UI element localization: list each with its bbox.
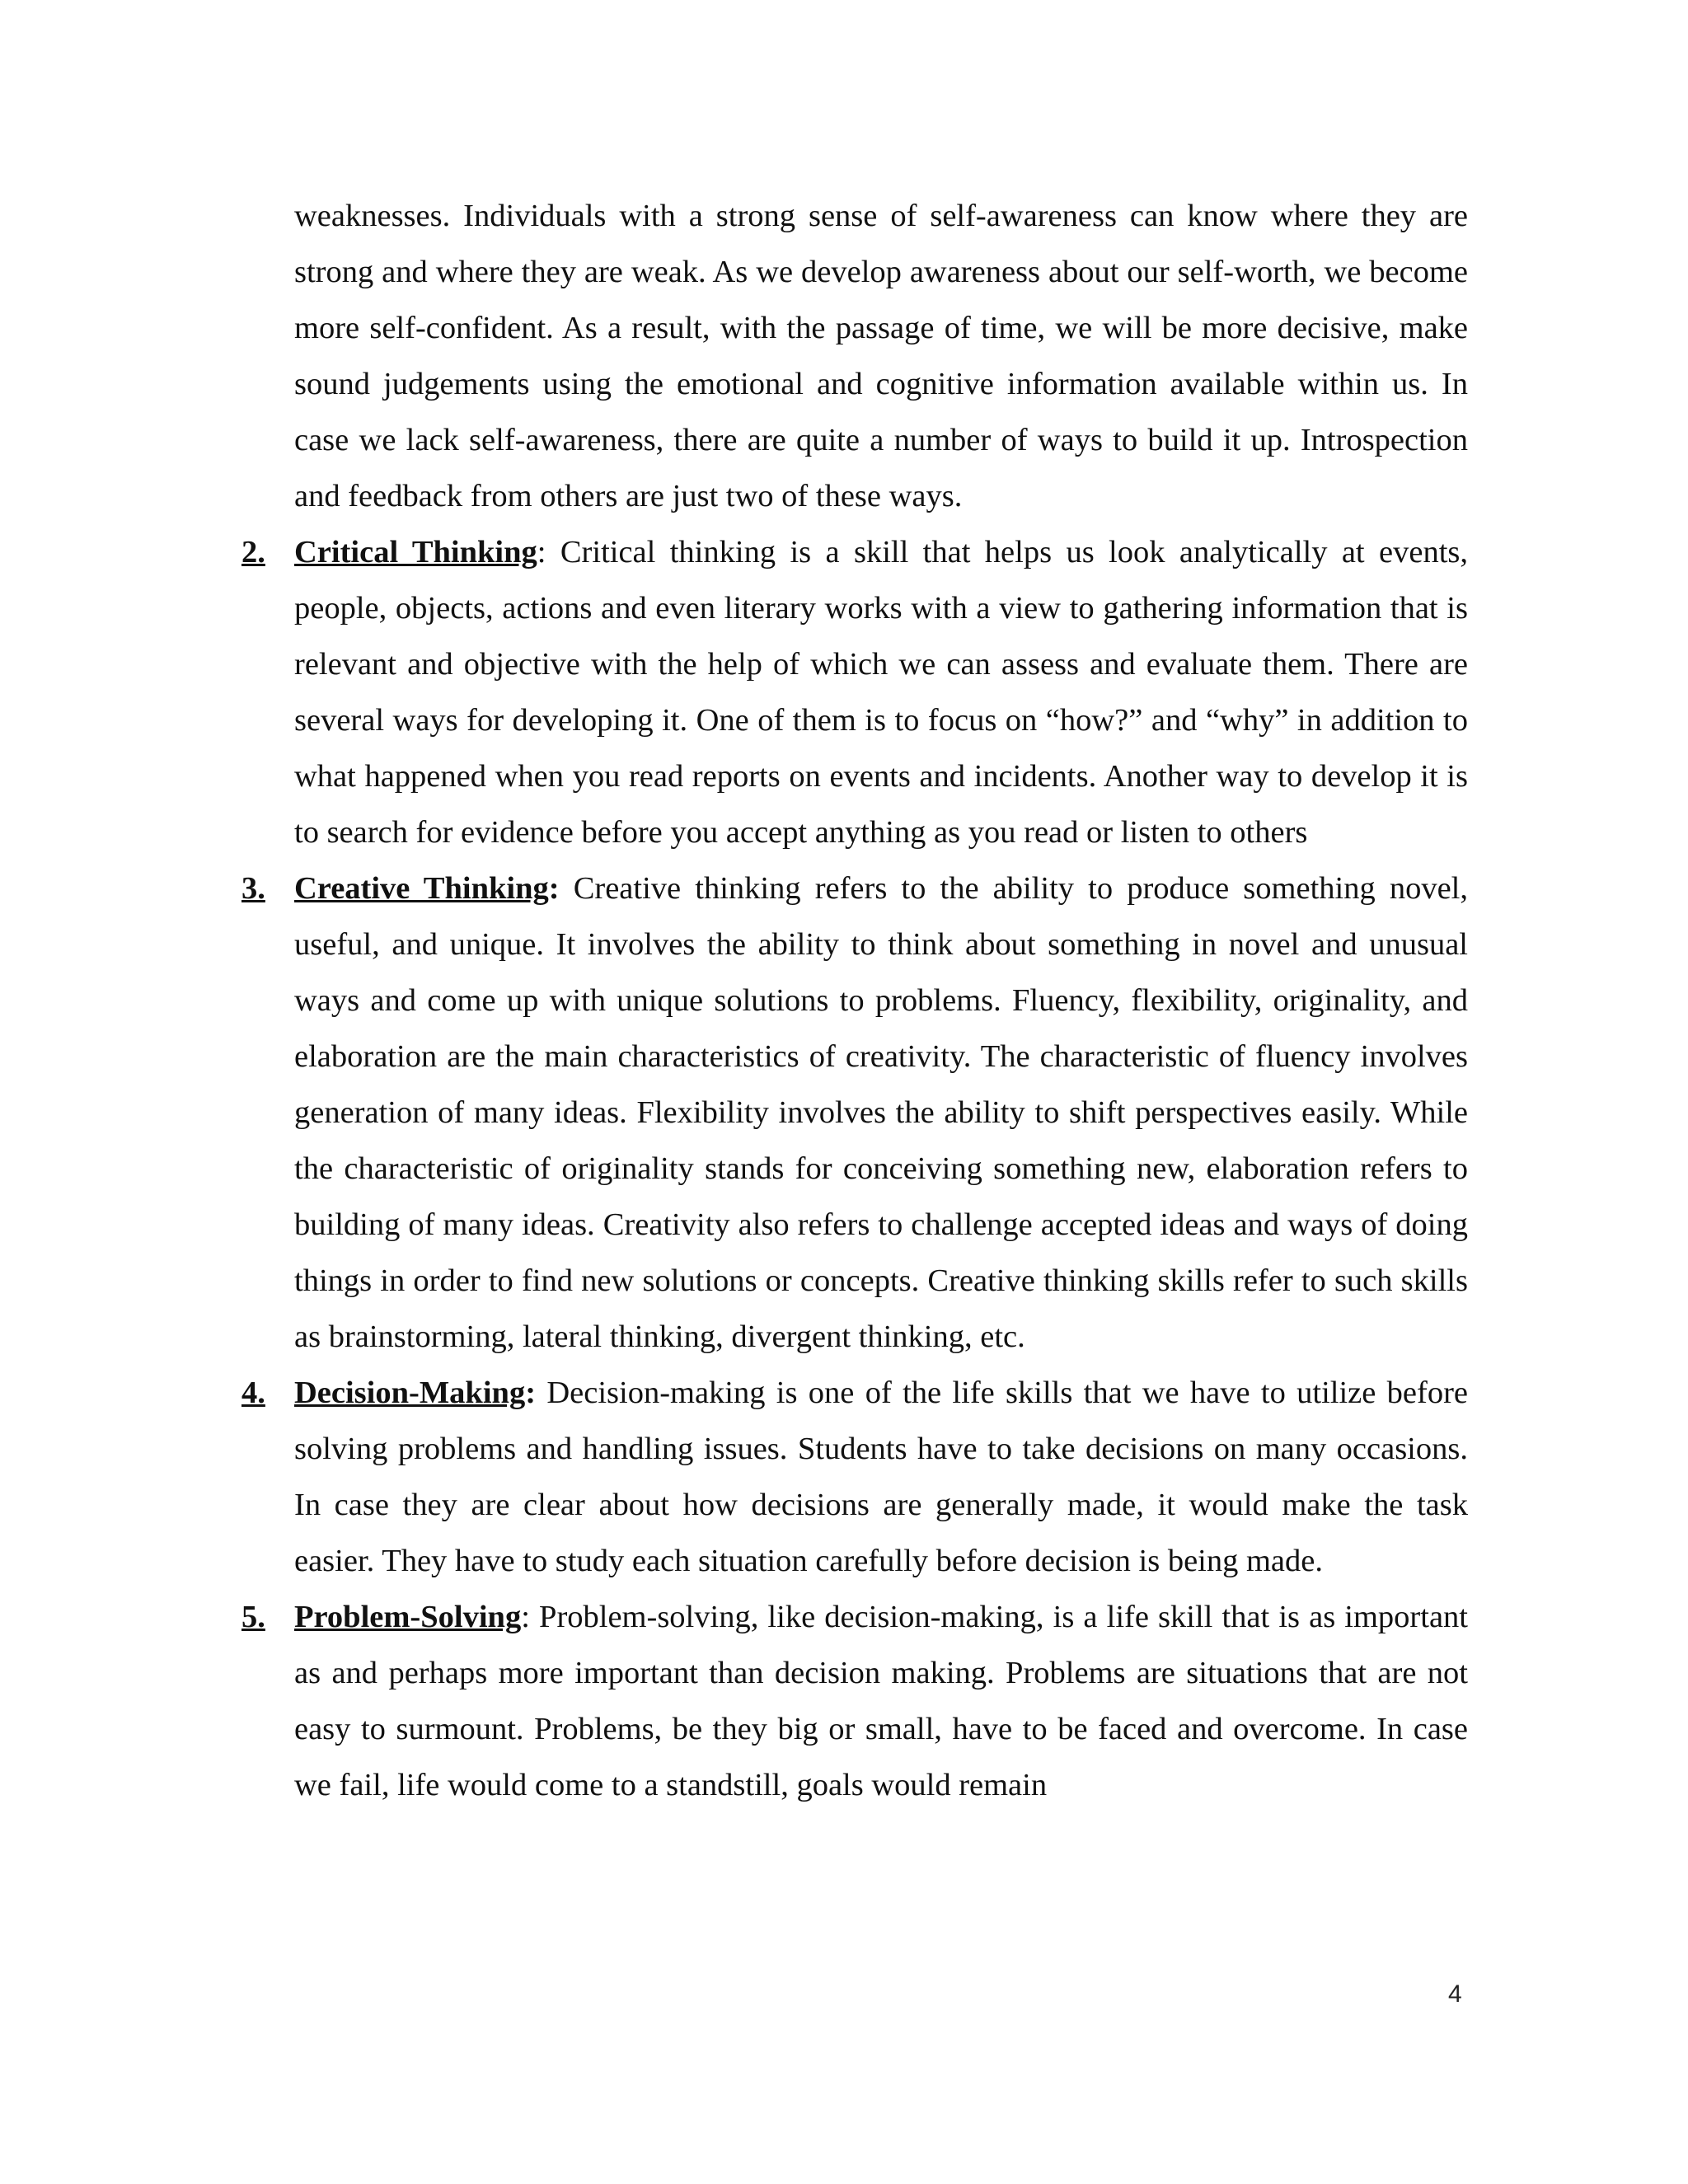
list-item-colon: : <box>548 871 560 906</box>
list-item-text: Problem-solving, like decision-making, is a life skill that is as important as and perhaps more important than decision making. Problems are situations that are not easy to surmount. Problems, be they big or small, have to be faced and overcome. In case we fail, life would come to a standstill, goals would remain <box>294 1600 1468 1802</box>
list-item-heading: Problem-Solving <box>294 1600 522 1634</box>
list-item-heading: Decision-Making <box>294 1376 526 1410</box>
list-item-decision-making <box>241 1365 1468 1589</box>
list-item-text: Critical thinking is a skill that helps us look analytically at events, people, objects, actions and even literary works with a view to gathering information that is relevant and objective with the help of which we can assess and evaluate them. There are several ways for developing it. One of them is to focus on “how?” and “why” in addition to what happened when you read reports on events and incidents. Another way to develop it is to search for evidence before you accept anything as you read or listen to others <box>294 535 1468 850</box>
list-item-colon: : <box>521 1600 530 1634</box>
list-item-critical-thinking <box>241 524 1468 860</box>
page-body <box>241 188 1468 1813</box>
list-item-text: Creative thinking refers to the ability to produce something novel, useful, and unique. It involves the ability to think about something in novel and unusual ways and come up with unique solutions to problems. Fluency, flexibility, originality, and elaboration are the main characteristics of creativity. The characteristic of fluency involves generation of many ideas. Flexibility involves the ability to shift perspectives easily. While the characteristic of originality stands for conceiving something new, elaboration refers to building of many ideas. Creativity also refers to challenge accepted ideas and ways of doing things in order to find new solutions or concepts. Creative thinking skills refer to such skills as brainstorming, lateral thinking, divergent thinking, etc. <box>294 871 1468 1354</box>
list-item-colon: : <box>525 1376 537 1410</box>
list-item-colon: : <box>537 535 546 569</box>
list-item-heading: Critical Thinking <box>294 535 537 569</box>
list-item-number: 5. <box>241 1600 265 1634</box>
list-item-problem-solving <box>241 1589 1468 1813</box>
list-item-text: Decision-making is one of the life skills that we have to utilize before solving problems and handling issues. Students have to take decisions on many occasions. In case they are clear about how decisions are generally made, it would make the task easier. They have to study each situation carefully before decision is being made. <box>294 1376 1468 1578</box>
page-number: 4 <box>1448 1980 1462 2008</box>
intro-paragraph: weaknesses. Individuals with a strong sense of self-awareness can know where they are strong and where they are weak. As we develop awareness about our self-worth, we become more self-confident. As a result, with the passage of time, we will be more decisive, make sound judgements using the emotional and cognitive information available within us. In case we lack self-awareness, there are quite a number of ways to build it up. Introspection and feedback from others are just two of these ways. <box>294 199 1468 513</box>
list-item-number: 4. <box>241 1376 265 1410</box>
list-item-creative-thinking <box>241 860 1468 1365</box>
list-item-number: 3. <box>241 871 265 906</box>
list-item-heading: Creative Thinking <box>294 871 549 906</box>
list-item-number: 2. <box>241 535 265 569</box>
